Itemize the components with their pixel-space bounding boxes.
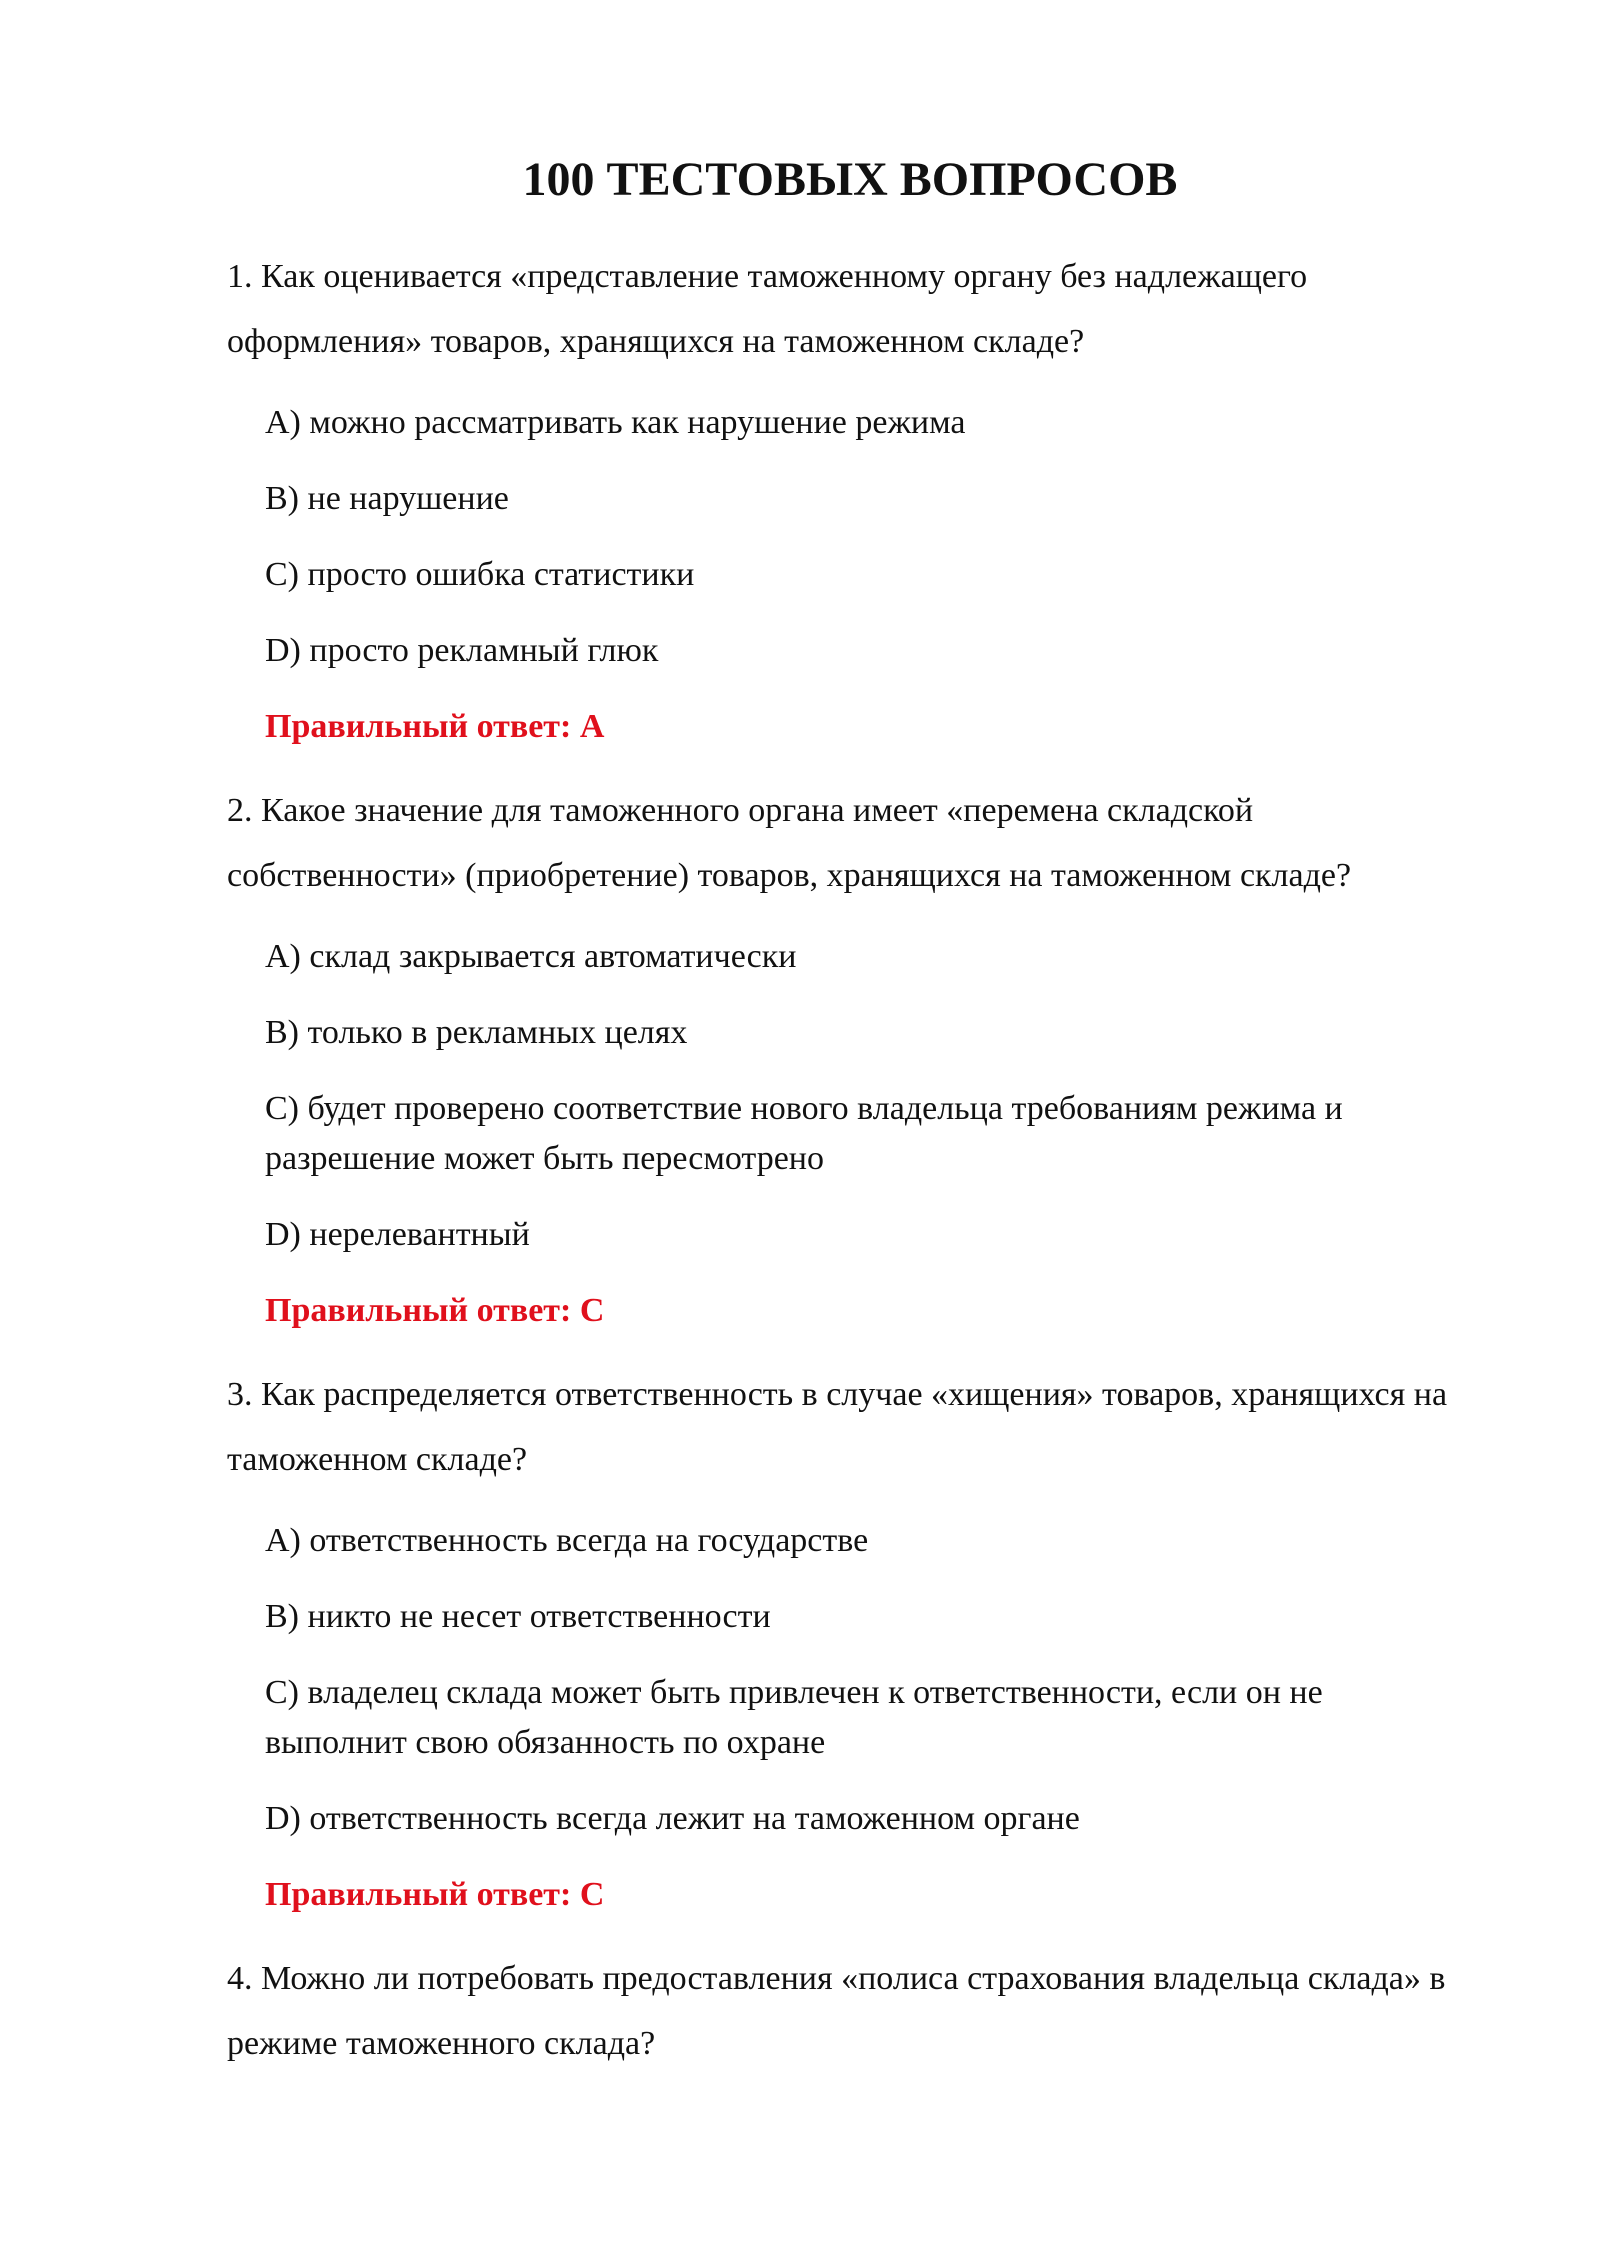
correct-answer-label: Правильный ответ:: [265, 1876, 572, 1913]
question-text: 4. Можно ли потребовать предоставления «полиса страхования владельца склада» в режиме таможенного склада?: [227, 1960, 1446, 2062]
question-text: 3. Как распределяется ответственность в случае «хищения» товаров, хранящихся на таможенном складе?: [227, 1376, 1448, 1478]
options-list: [227, 1516, 1470, 1844]
question-1: [227, 244, 1470, 752]
correct-answer-label: Правильный ответ:: [265, 708, 572, 745]
options-list: [227, 398, 1470, 676]
option-c: C) просто ошибка статистики: [265, 556, 695, 593]
options-list: [227, 932, 1470, 1260]
correct-answer-value: C: [579, 1292, 605, 1329]
option-b: B) только в рекламных целях: [265, 1014, 688, 1051]
option-d: D) ответственность всегда лежит на таможенном органе: [265, 1800, 1080, 1837]
option-a: A) ответственность всегда на государстве: [265, 1522, 869, 1559]
document-title: 100 ТЕСТОВЫХ ВОПРОСОВ: [522, 153, 1178, 206]
correct-answer-label: Правильный ответ:: [265, 1292, 572, 1329]
correct-answer: [227, 702, 1470, 752]
question-text: 2. Какое значение для таможенного органа имеет «перемена складской собственности» (приобретение) товаров, хранящихся на таможенном складе?: [227, 792, 1352, 894]
question-text: 1. Как оценивается «представление таможенному органу без надлежащего оформления» товаров, хранящихся на таможенном складе?: [227, 258, 1308, 360]
option-c: C) будет проверено соответствие нового владельца требованиям режима и разрешение может быть пересмотрено: [265, 1090, 1343, 1177]
option-d: D) просто рекламный глюк: [265, 632, 659, 669]
option-a: A) склад закрывается автоматически: [265, 938, 797, 975]
question-2: [227, 778, 1470, 1336]
question-3: [227, 1362, 1470, 1920]
option-b: B) не нарушение: [265, 480, 509, 517]
option-a: A) можно рассматривать как нарушение режима: [265, 404, 966, 441]
question-4: [227, 1946, 1470, 2076]
correct-answer-value: C: [579, 1876, 605, 1913]
correct-answer-value: A: [579, 708, 605, 745]
option-d: D) нерелевантный: [265, 1216, 530, 1253]
correct-answer: [227, 1286, 1470, 1336]
correct-answer: [227, 1870, 1470, 1920]
option-c: C) владелец склада может быть привлечен к ответственности, если он не выполнит свою обязанность по охране: [265, 1674, 1323, 1761]
option-b: B) никто не несет ответственности: [265, 1598, 771, 1635]
